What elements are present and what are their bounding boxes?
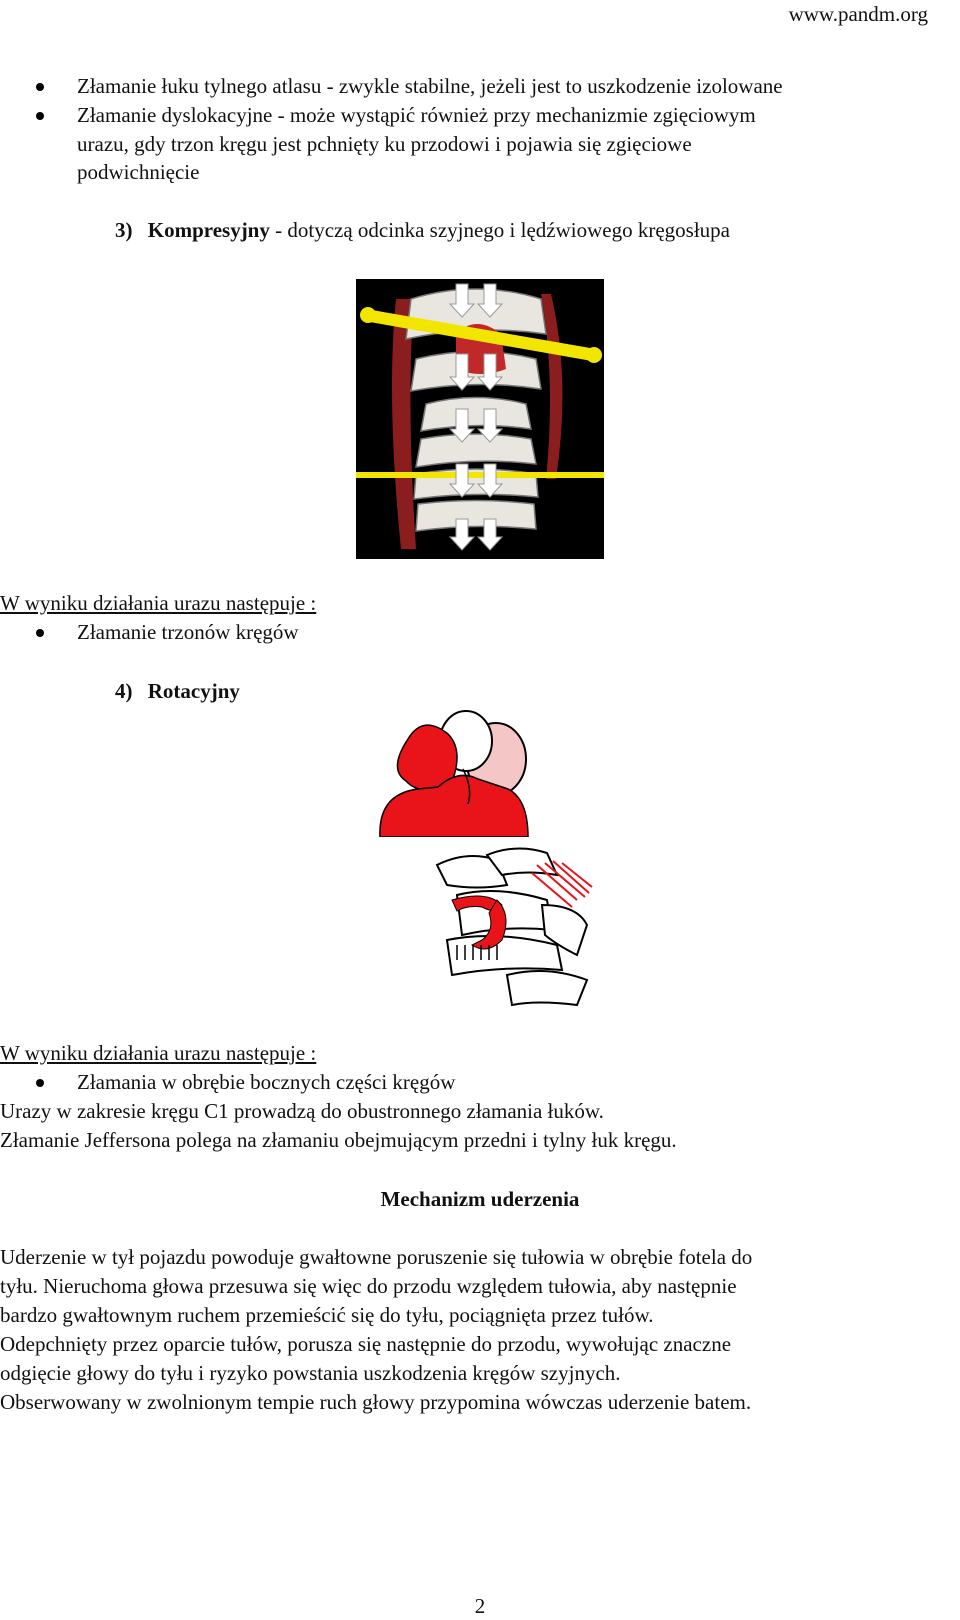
rotation-heads-figure [378, 709, 540, 837]
site-url: www.pandm.org [788, 2, 928, 26]
section-title: Kompresyjny [147, 218, 270, 242]
paragraph-line: Uderzenie w tył pojazdu powoduje gwałtowne poruszenie się tułowia w obrębie fotela do [0, 1245, 753, 1269]
bullet-text: Złamanie łuku tylnego atlasu - zwykle stabilne, jeżeli jest to uszkodzenie izolowane [77, 74, 783, 98]
paragraph-line: bardzo gwałtownym ruchem przemieścić się do tyłu, pociągnięta przez tułów. [0, 1303, 654, 1327]
paragraph-line: Urazy w zakresie kręgu C1 prowadzą do obustronnego złamania łuków. [0, 1099, 604, 1123]
paragraph-line: Złamanie Jeffersona polega na złamaniu obejmującym przedni i tylny łuk kręgu. [0, 1128, 677, 1152]
bullet-icon [36, 1079, 44, 1087]
paragraph-line: odgięcie głowy do tyłu i ryzyko powstania uszkodzenia kręgów szyjnych. [0, 1361, 621, 1385]
section-4-heading [115, 677, 240, 705]
bullet-text: Złamanie dyslokacyjne - może wystąpić również przy mechanizmie zgięciowym [77, 103, 756, 127]
paragraph-line: Obserwowany w zwolnionym tempie ruch głowy przypomina wówczas uderzenie batem. [0, 1390, 752, 1414]
bullet-continuation: podwichnięcie [77, 160, 200, 184]
section-title: Rotacyjny [147, 679, 240, 703]
page-number: 2 [474, 1594, 486, 1618]
section-description: - dotyczą odcinka szyjnego i lędźwiowego kręgosłupa [269, 218, 730, 242]
mechanism-heading: Mechanizm uderzenia [380, 1187, 580, 1211]
section-number: 4) [115, 679, 133, 703]
section-3-heading [115, 216, 730, 244]
paragraph-line: tyłu. Nieruchoma głowa przesuwa się więc do przodu względem tułowia, aby następnie [0, 1274, 737, 1298]
compression-spine-figure [356, 279, 604, 559]
bullet-icon [36, 83, 44, 91]
bullet-text: Złamania w obrębie bocznych części kręgów [77, 1070, 456, 1094]
result-label: W wyniku działania urazu następuje : [0, 1041, 317, 1065]
result-label: W wyniku działania urazu następuje : [0, 591, 317, 615]
section-number: 3) [115, 218, 133, 242]
bullet-icon [36, 629, 44, 637]
bullet-icon [36, 112, 44, 120]
bullet-text: Złamanie trzonów kręgów [77, 620, 299, 644]
bullet-continuation: urazu, gdy trzon kręgu jest pchnięty ku przodowi i pojawia się zgięciowe [77, 132, 692, 156]
paragraph-line: Odepchnięty przez oparcie tułów, porusza się następnie do przodu, wywołując znaczne [0, 1332, 732, 1356]
rotation-vertebra-figure [427, 845, 597, 1010]
